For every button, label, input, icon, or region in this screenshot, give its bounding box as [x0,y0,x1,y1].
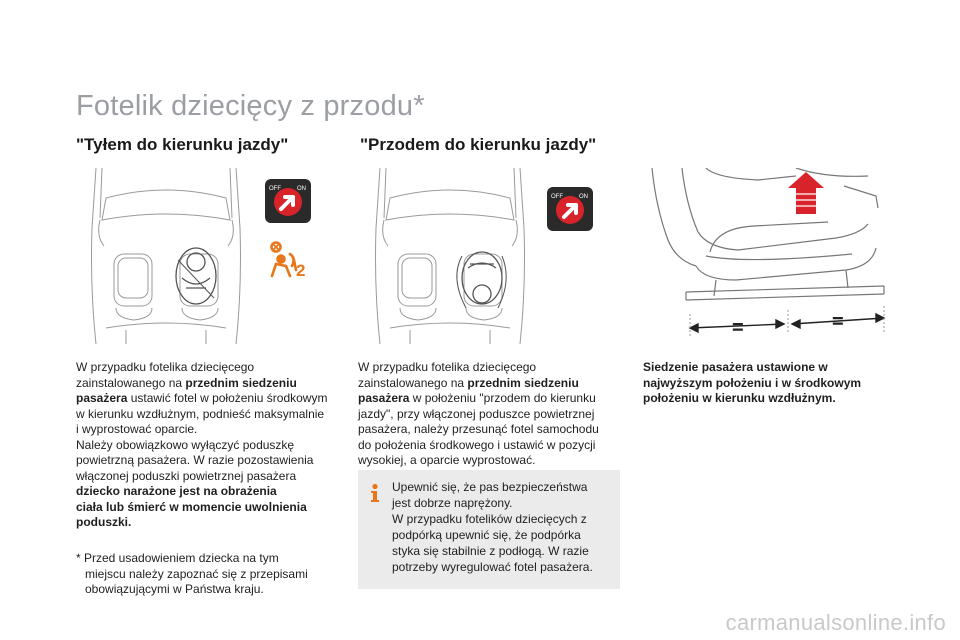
rear-facing-instructions [76,360,336,531]
seat-caption-line-1: Siedzenie pasażera ustawione w [643,360,828,374]
info-icon [366,483,384,503]
forward-line-3-bold: pasażera [358,391,410,405]
seat-caption [643,360,893,407]
airbag-on-label: ON [297,186,306,192]
forward-line-1: W przypadku fotelika dziecięcego [358,360,537,374]
rear-line-7: powietrzną pasażera. W razie pozostawienia [76,453,314,467]
info-text [392,479,612,575]
rear-line-5: i wyprostować oparcie. [76,422,198,436]
rear-line-2: zainstalowanego na [76,375,186,390]
airbag-off-label: OFF [269,186,281,192]
forward-line-4: jazdy", przy włączonej poduszce powietrznej [358,406,595,421]
rear-facing-car-illustration [86,168,246,344]
airbag-warning-icon [266,240,310,278]
forward-line-2: zainstalowanego na [358,375,468,390]
page-title: Fotelik dziecięcy z przodu* [76,90,425,122]
rear-warning-2: ciała lub śmierć w momencie uwolnienia [76,499,307,514]
forward-line-6: do położenia środkowego i ustawić w pozycji [358,437,596,452]
rear-line-8: włączonej poduszki powietrznej pasażera [76,468,297,483]
raise-seat-arrow-icon [788,172,824,214]
forward-line-7: wysokiej, a oparcie wyprostować. [358,453,536,467]
rear-line-2-bold: przednim siedzeniu [185,375,297,390]
seat-caption-line-3: położeniu w kierunku wzdłużnym. [643,391,836,405]
info-line-1: Upewnić się, że pas bezpieczeństwa [392,480,588,494]
forward-facing-car-illustration [370,168,530,344]
info-line-2: jest dobrze naprężony. [392,496,513,510]
forward-line-3: w położeniu "przodem do kierunku [409,391,596,405]
section-heading-rear: "Tyłem do kierunku jazdy" [76,135,289,154]
forward-facing-instructions [358,360,620,469]
airbag-switch-off-icon [264,178,312,224]
info-line-6: potrzeby wyregulować fotel pasażera. [392,560,593,574]
airbag-on-label-2: ON [579,194,588,200]
footnote [76,551,336,598]
info-line-3: W przypadku fotelików dziecięcych z [392,512,587,526]
seat-adjustment-illustration [646,168,890,336]
equal-distance-mark-2: = [832,311,844,333]
forward-line-2-bold: przednim siedzeniu [467,375,579,390]
footnote-line-2: miejscu należy zapoznać się z przepisami [85,566,308,581]
watermark: carmanualsonline.info [725,610,946,635]
equal-distance-mark-1: = [732,317,744,336]
info-line-5: styka się stabilnie z podłogą. W razie [392,544,589,558]
rear-warning-3: poduszki. [76,515,132,529]
rear-line-4: w kierunku wzdłużnym, podnieść maksymalnie [76,406,325,421]
rear-line-6: Należy obowiązkowo wyłączyć poduszkę [76,437,295,452]
airbag-switch-on-icon [546,186,594,232]
forward-line-5: pasażera, należy przesunąć fotel samochodu [358,422,599,436]
footnote-line-1: * Przed usadowieniem dziecka na tym [76,551,279,565]
rear-line-3: ustawić fotel w położeniu środkowym [127,391,328,405]
section-heading-forward: "Przodem do kierunku jazdy" [360,135,597,154]
seat-caption-line-2: najwyższym położeniu i w środkowym [643,375,862,390]
info-box [358,470,620,589]
footnote-line-3: obowiązującymi w Państwa kraju. [85,582,264,596]
info-line-4: podpórką upewnić się, że podpórka [392,528,581,542]
airbag-off-label-2: OFF [551,194,563,200]
rear-line-3-bold: pasażera [76,391,128,405]
rear-warning-1: dziecko narażone jest na obrażenia [76,484,277,498]
svg-text:2: 2 [296,261,306,278]
rear-line-1: W przypadku fotelika dziecięcego [76,360,255,374]
